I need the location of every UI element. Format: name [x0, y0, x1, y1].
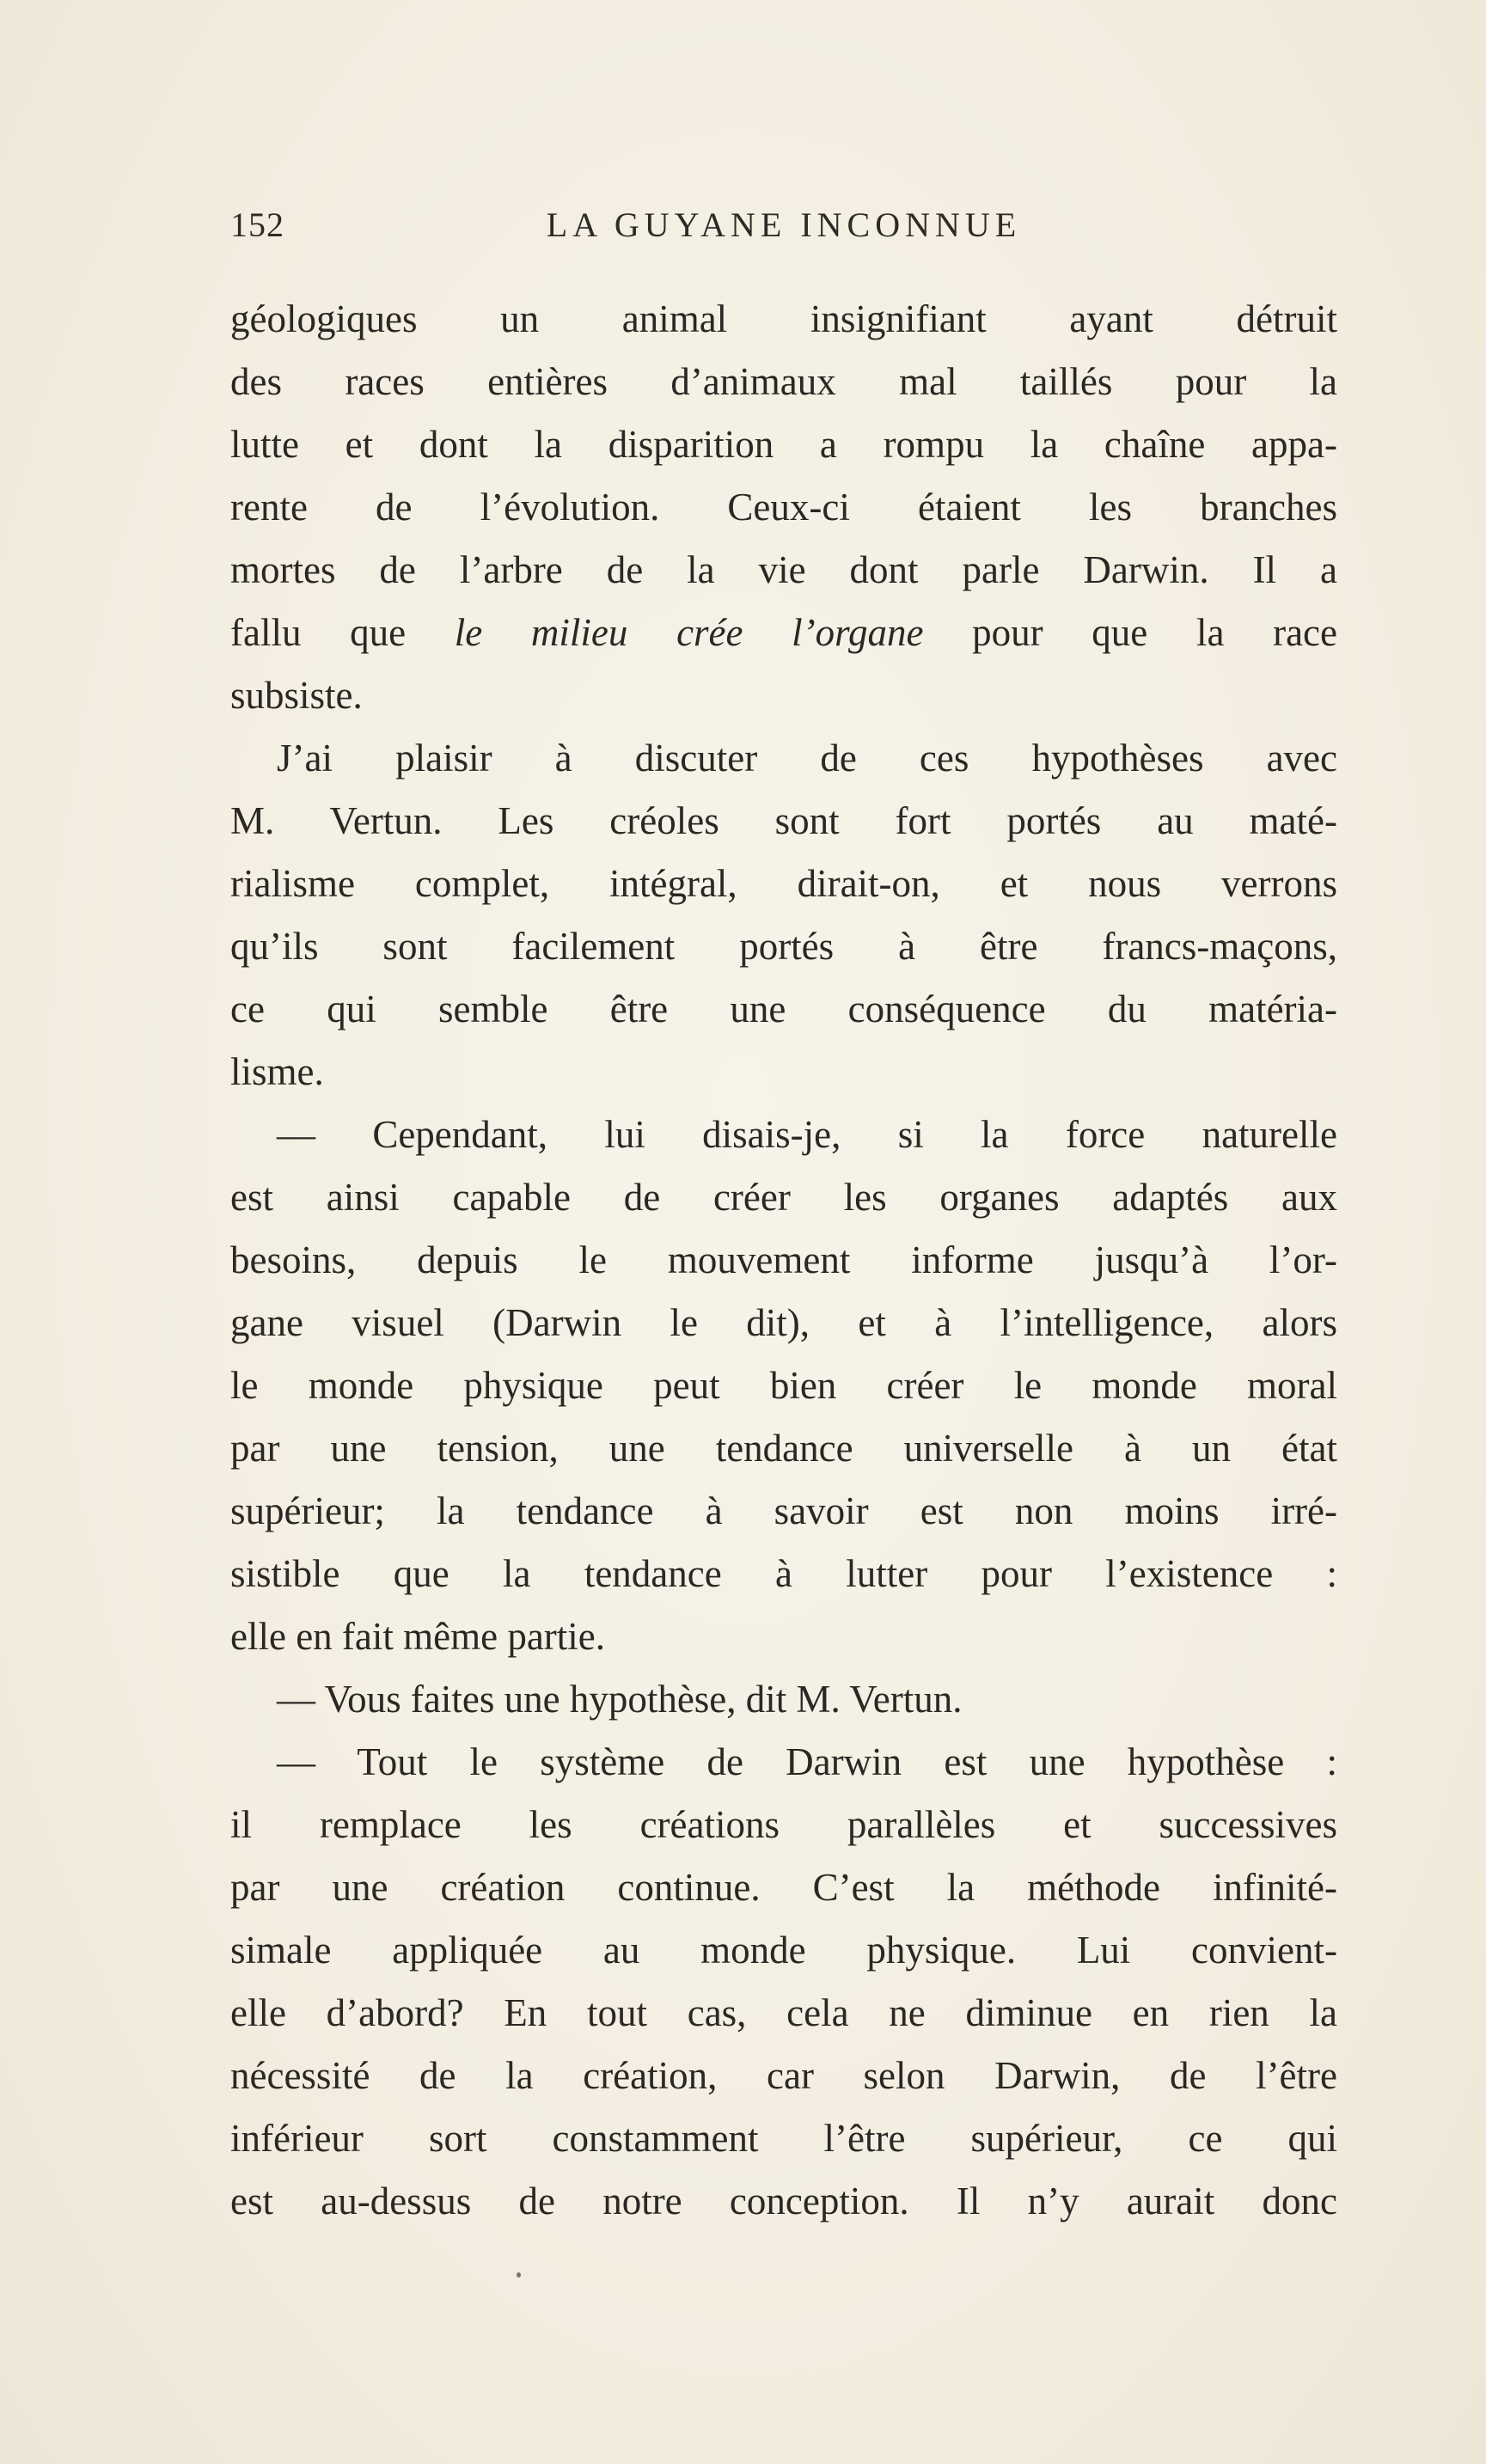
text-segment: fallu que	[230, 611, 455, 654]
text-line: est ainsi capable de créer les organes adaptés aux	[230, 1176, 1337, 1219]
text-line: supérieur; la tendance à savoir est non moins irré-	[230, 1489, 1337, 1532]
text-line: inférieur sort constamment l’être supérieur, ce qui	[230, 2117, 1337, 2160]
text-line: est au-dessus de notre conception. Il n’y aurait donc	[230, 2180, 1337, 2222]
text-line: rente de l’évolution. Ceux-ci étaient les branches	[230, 486, 1337, 529]
text-line: ce qui semble être une conséquence du matéria-	[230, 987, 1337, 1030]
paragraph-first-line: J’ai plaisir à discuter de ces hypothèses avec	[277, 737, 1337, 780]
text-line: lutte et dont la disparition a rompu la chaîne appa-	[230, 423, 1337, 466]
text-line: sistible que la tendance à lutter pour l’existence :	[230, 1552, 1337, 1595]
text-line: simale appliquée au monde physique. Lui convient-	[230, 1929, 1337, 1972]
text-line: M. Vertun. Les créoles sont fort portés au maté-	[230, 799, 1337, 842]
text-line: mortes de l’arbre de la vie dont parle Darwin. Il a	[230, 548, 1337, 591]
text-segment: pour que la race	[923, 611, 1337, 654]
text-line: subsiste.	[230, 674, 363, 717]
paragraph-first-line: — Tout le système de Darwin est une hypothèse :	[277, 1740, 1337, 1783]
text-line: le monde physique peut bien créer le monde moral	[230, 1364, 1337, 1407]
text-line: par une création continue. C’est la méthode infinité-	[230, 1866, 1337, 1909]
page-header	[230, 205, 1337, 248]
italic-phrase: le milieu crée l’organe	[454, 611, 924, 654]
text-line: des races entières d’animaux mal taillés pour la	[230, 360, 1337, 403]
paragraph-first-line: — Vous faites une hypothèse, dit M. Vertun.	[277, 1678, 963, 1721]
text-line: rialisme complet, intégral, dirait-on, et nous verrons	[230, 862, 1337, 905]
text-line: il remplace les créations parallèles et successives	[230, 1803, 1337, 1846]
text-line: elle d’abord? En tout cas, cela ne diminue en rien la	[230, 1991, 1337, 2034]
text-line: qu’ils sont facilement portés à être francs-maçons,	[230, 925, 1337, 968]
paragraph-first-line: — Cependant, lui disais-je, si la force naturelle	[277, 1113, 1337, 1156]
text-line-with-italic	[230, 602, 1337, 664]
text-line: besoins, depuis le mouvement informe jusqu’à l’or-	[230, 1238, 1337, 1281]
page-number: 152	[230, 205, 284, 244]
ink-speck	[517, 2272, 521, 2278]
text-line: lisme.	[230, 1050, 324, 1093]
text-line: elle en fait même partie.	[230, 1615, 606, 1658]
text-line: nécessité de la création, car selon Darwin, de l’être	[230, 2054, 1337, 2097]
running-title: LA GUYANE INCONNUE	[546, 205, 1022, 244]
text-line: gane visuel (Darwin le dit), et à l’intelligence, alors	[230, 1301, 1337, 1344]
text-line: par une tension, une tendance universelle à un état	[230, 1427, 1337, 1470]
text-line: géologiques un animal insignifiant ayant détruit	[230, 297, 1337, 340]
body-text	[230, 288, 1337, 2233]
